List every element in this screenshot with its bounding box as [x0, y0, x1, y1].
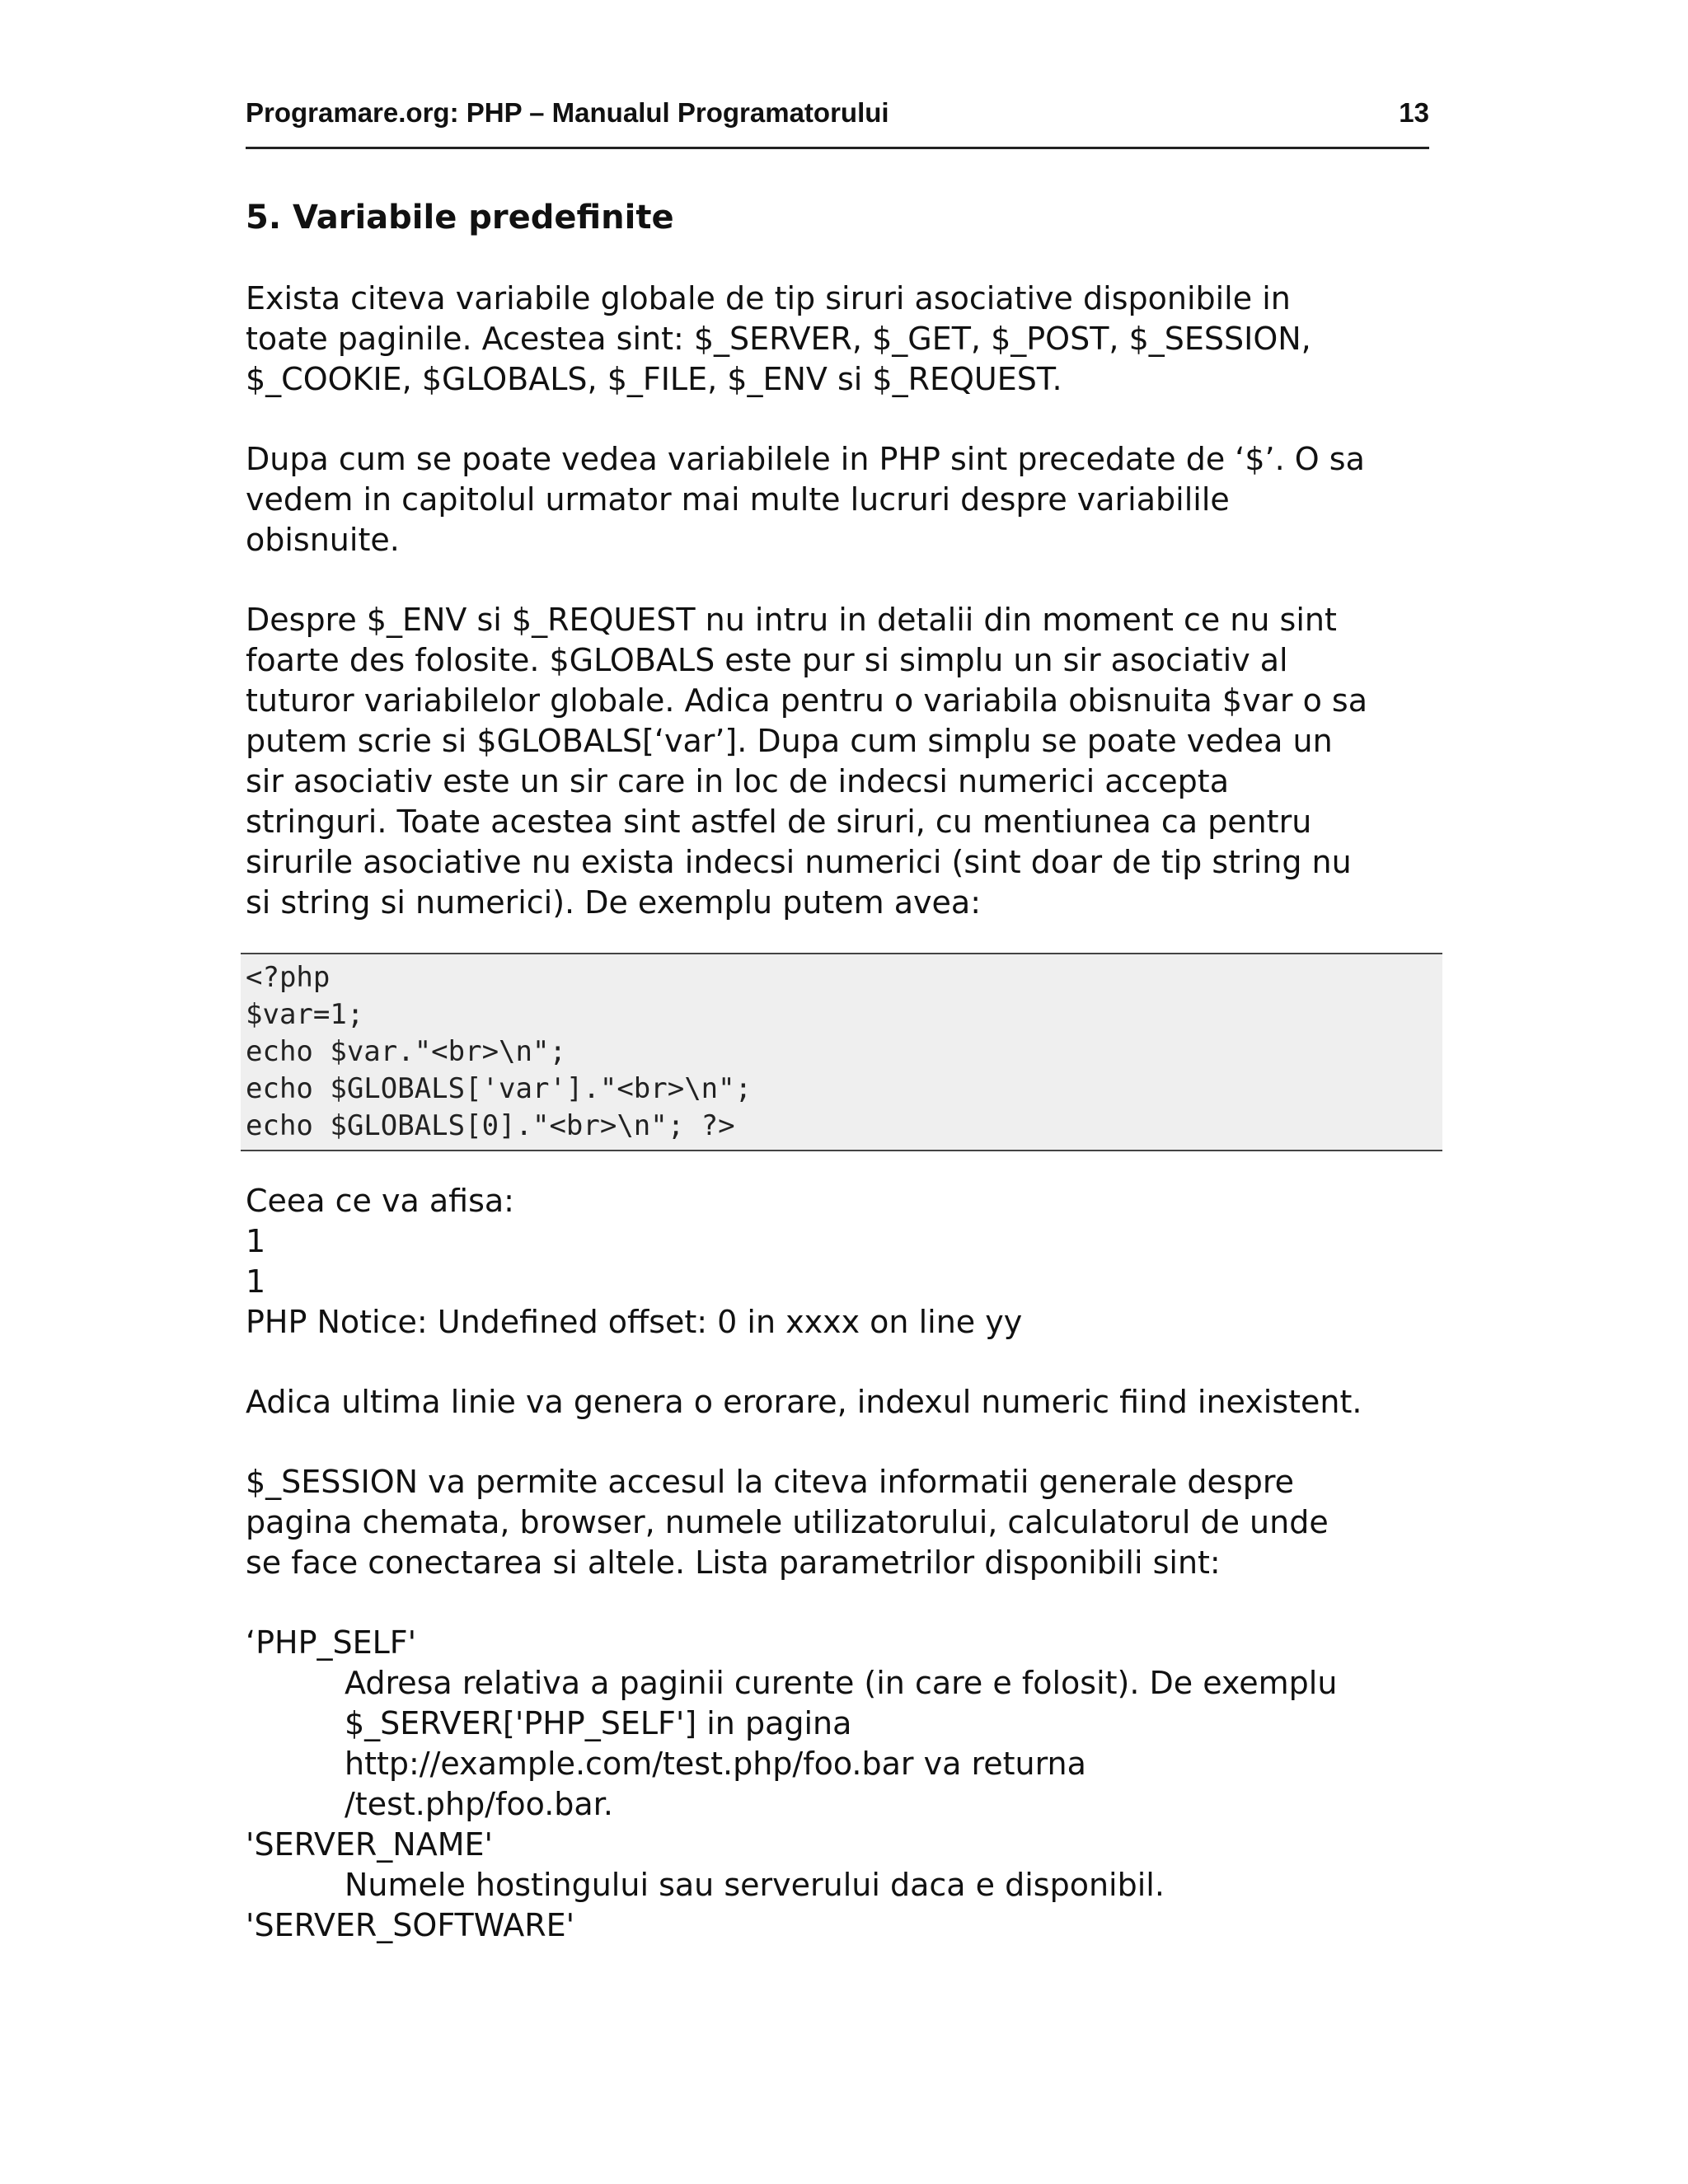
- page-header: [246, 97, 1429, 149]
- code-line: echo $GLOBALS['var']."<br>\n";: [246, 1072, 753, 1105]
- definition-term: 'SERVER_NAME': [246, 1826, 493, 1863]
- paragraph-globals: Despre $_ENV si $_REQUEST nu intru in detalii din moment ce nu sint foarte des folosite. $GLOBALS este pur si simplu un sir asociativ al tuturor variabilelor globale. Adica pentru o variabila obisnuita $var o sa putem scrie si $GLOBALS[‘var’]. Dupa cum simplu se poate vedea un sir asociativ este un sir care in loc de indecsi numerici accepta stringuri. Toate acestea sint astfel de siruri, cu mentiunea ca pentru sirurile asociative nu exista indecsi numerici (sint doar de tip string nu si string si numerici). De exemplu putem avea:: [246, 602, 1367, 921]
- code-line: $var=1;: [246, 998, 364, 1031]
- paragraph-output: Ceea ce va afisa: 1 1 PHP Notice: Undefined offset: 0 in xxxx on line yy: [246, 1183, 1023, 1340]
- paragraph-variables: Dupa cum se poate vedea variabilele in PHP sint precedate de ‘$’. O sa vedem in capitolul urmator mai multe lucruri despre variabilile obisnuite.: [246, 441, 1365, 558]
- code-line: echo $var."<br>\n";: [246, 1035, 566, 1068]
- paragraph-session: $_SESSION va permite accesul la citeva informatii generale despre pagina chemata, browser, numele utilizatorului, calculatorul de unde se face conectarea si altele. Lista parametrilor disponibili sint:: [246, 1464, 1329, 1581]
- definition-description: Adresa relativa a paginii curente (in care e folosit). De exemplu $_SERVER['PHP_SELF'] in pagina http://example.com/test.php/foo.bar va returna /test.php/foo.bar.: [345, 1665, 1338, 1822]
- code-line: <?php: [246, 961, 331, 994]
- header-title: Programare.org: PHP – Manualul Programatorului: [246, 97, 889, 128]
- code-block: [241, 953, 1442, 1151]
- definition-term: ‘PHP_SELF': [246, 1624, 417, 1661]
- definition-term: 'SERVER_SOFTWARE': [246, 1907, 575, 1943]
- definition-list: [246, 1623, 1441, 1946]
- paragraph-intro: Exista citeva variabile globale de tip siruri asociative disponibile in toate paginile. Acestea sint: $_SERVER, $_GET, $_POST, $_SESSION, $_COOKIE, $GLOBALS, $_FILE, $_ENV si $_REQUEST.: [246, 280, 1311, 397]
- page-body: [246, 196, 1441, 1946]
- code-line: echo $GLOBALS[0]."<br>\n"; ?>: [246, 1109, 735, 1142]
- page-number: 13: [1399, 97, 1429, 128]
- definition-description: Numele hostingului sau serverului daca e disponibil.: [345, 1867, 1165, 1903]
- paragraph-note: Adica ultima linie va genera o erorare, indexul numeric fiind inexistent.: [246, 1384, 1362, 1420]
- section-heading: 5. Variabile predefinite: [246, 199, 674, 237]
